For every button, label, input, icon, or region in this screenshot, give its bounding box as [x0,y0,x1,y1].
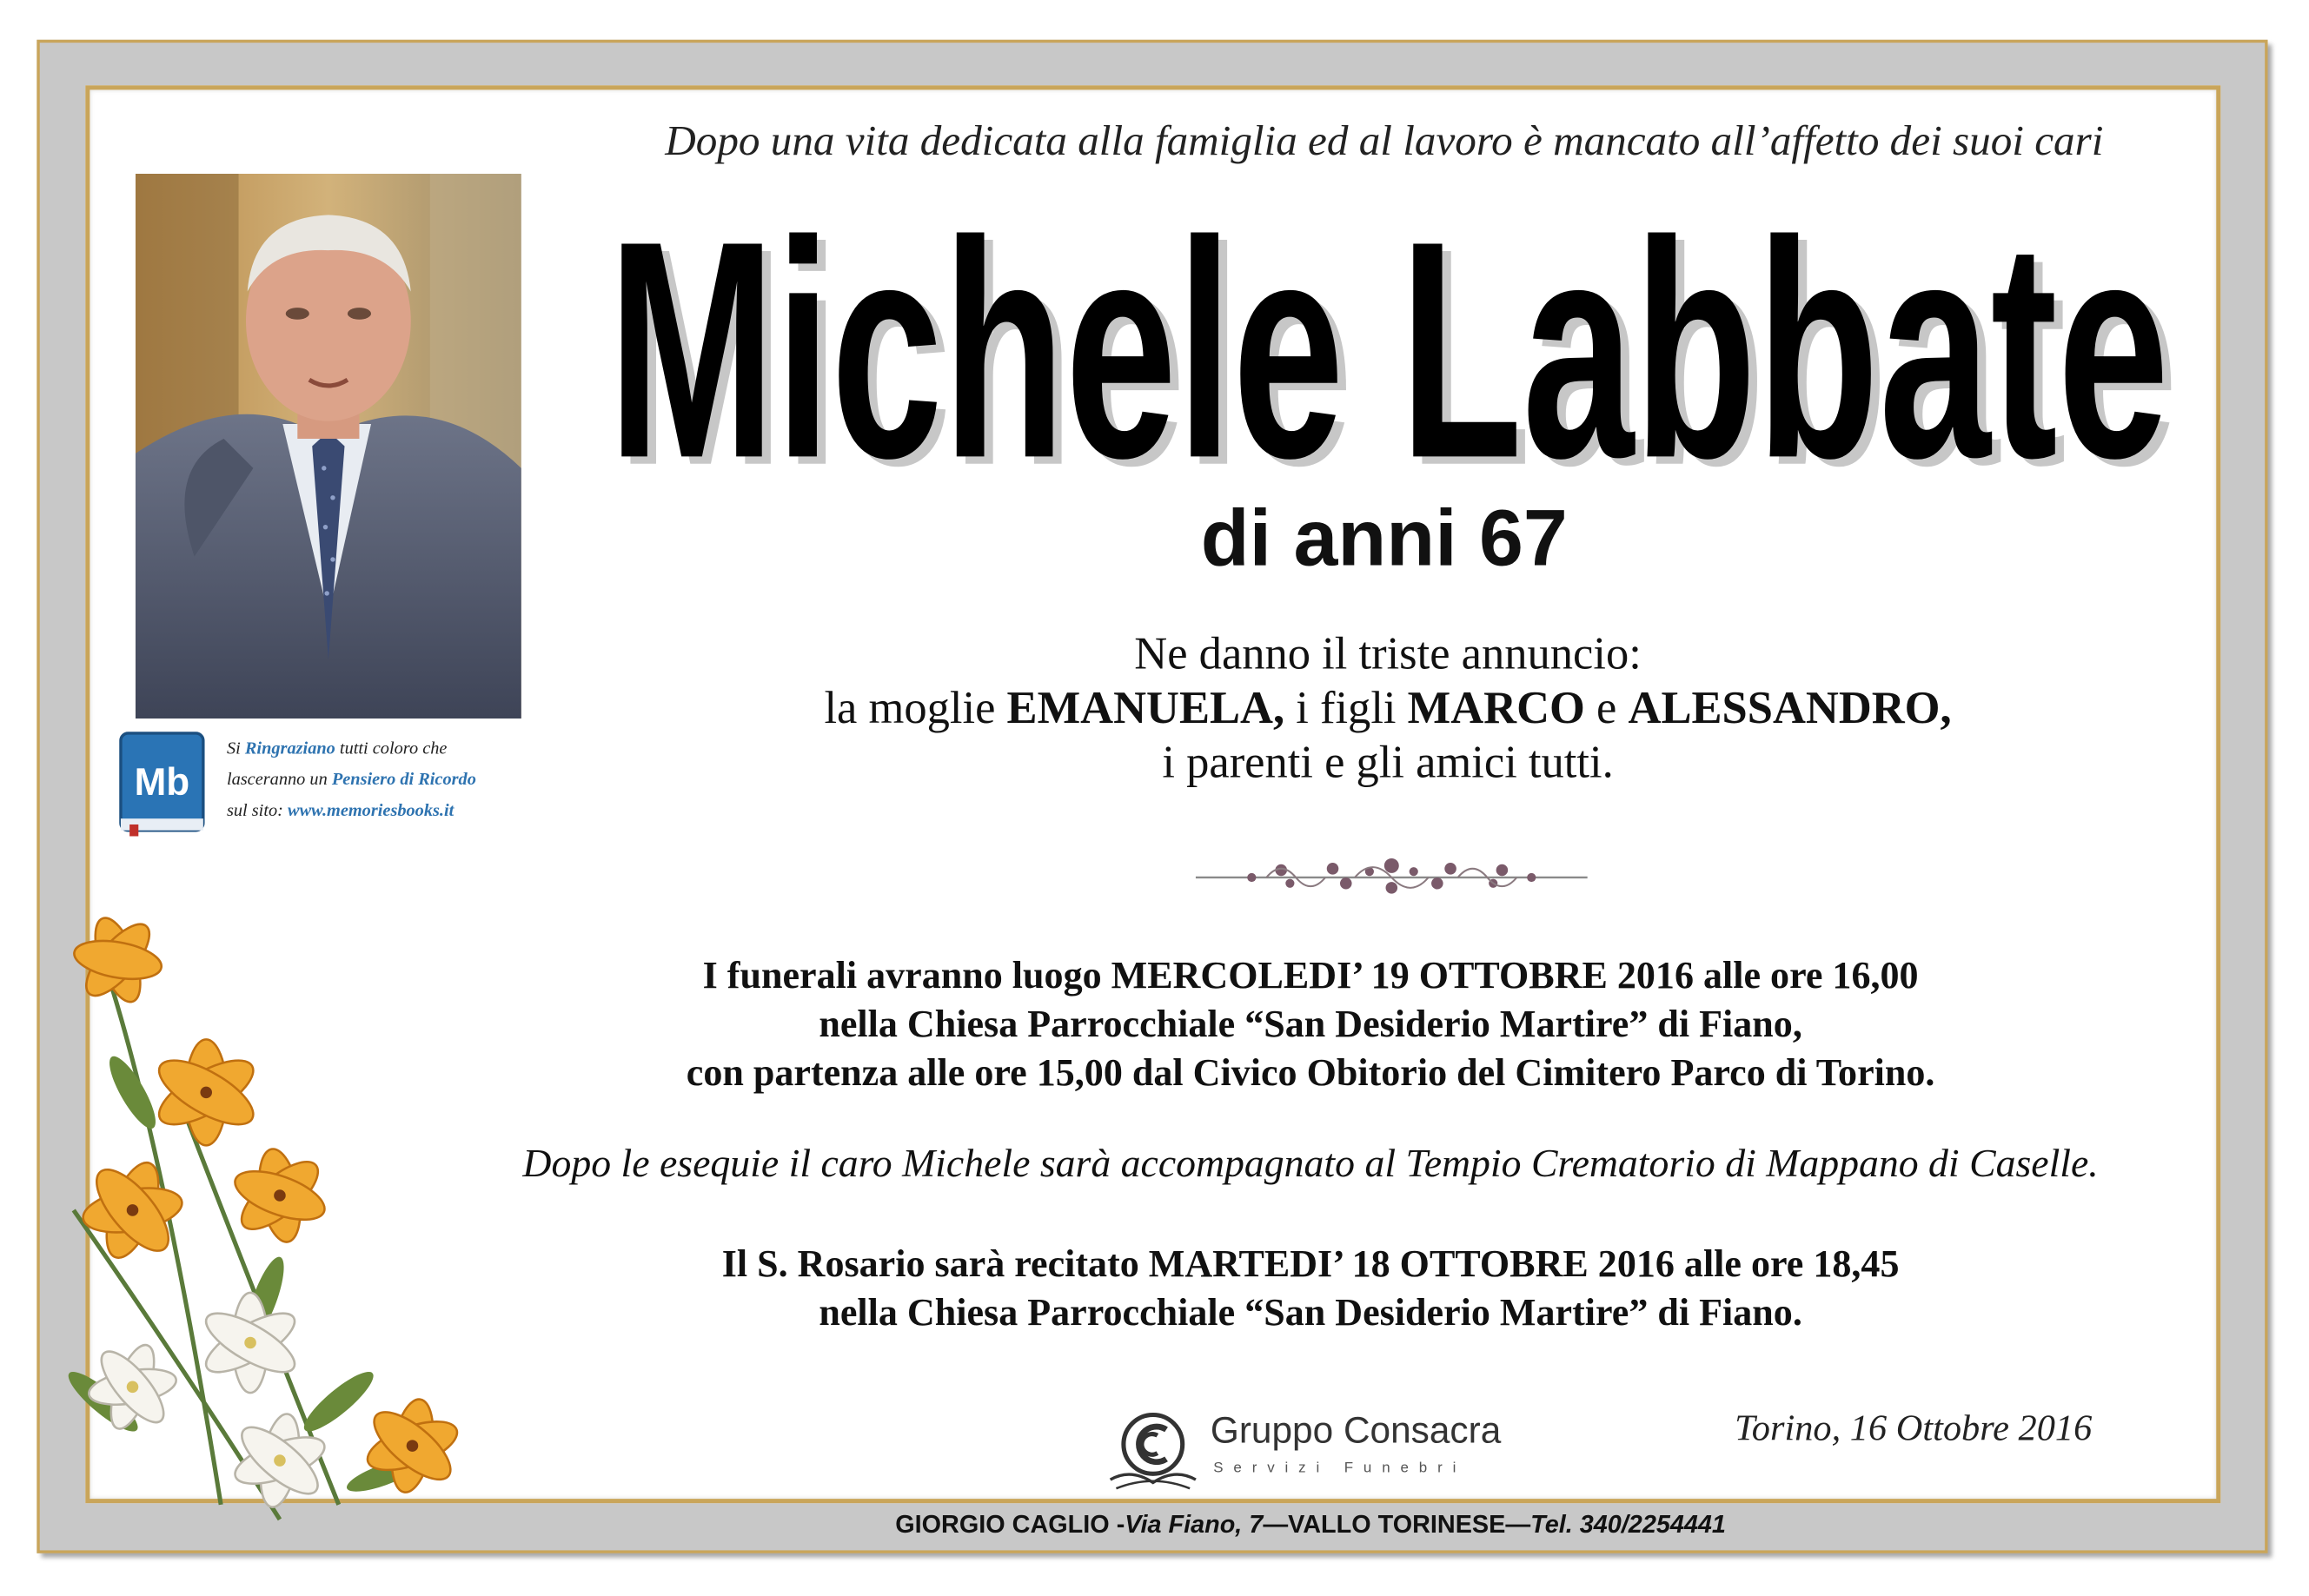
place-date: Torino, 16 Ottobre 2016 [1735,1408,2093,1449]
mb-highlight: Pensiero di Ricordo [331,768,476,790]
deceased-age: di anni 67 [1200,494,1568,584]
wife-name: EMANUELA, [1006,681,1285,733]
mb-text: tutti coloro che [335,737,448,758]
rosary-line-1: Il S. Rosario sarà recitato MARTEDI’ 18 OTTOBRE 2016 alle ore 18,45 [721,1242,1900,1286]
funeral-line-3: con partenza alle ore 15,00 dal Civico Obitorio del Cimitero Parco di Torino. [686,1050,1935,1095]
announcement-text: e [1584,681,1629,733]
mb-line-3 [227,795,566,826]
announcement-text: i figli [1284,681,1408,733]
funeral-info [441,951,2180,1097]
rosary-info [441,1240,2180,1337]
deceased-name-heading [581,180,2201,489]
footer-phone: Tel. 340/2254441 [1530,1510,1726,1539]
mb-book-icon [118,731,209,837]
consacra-logo-tagline: Servizi Funebri [1213,1460,1467,1477]
rosary-line-2: nella Chiesa Parrocchiale “San Desiderio Martire” di Fiano. [819,1291,1802,1334]
portrait-photo [136,174,521,719]
funeral-line-2: nella Chiesa Parrocchiale “San Desiderio Martire” di Fiano, [819,1003,1802,1046]
ornament-divider [1193,851,1591,904]
announcement-line-1: Ne danno il triste annuncio: [1134,626,1642,679]
son-name: MARCO [1407,681,1585,733]
mb-icon-label: Mb [134,761,190,805]
intro-text: Dopo una vita dedicata alla famiglia ed al lavoro è mancato all’affetto dei suoi cari [665,117,2104,165]
after-service-text: Dopo le esequie il caro Michele sarà accompagnato al Tempio Crematorio di Mappano di Caselle. [522,1141,2099,1186]
mb-text: Si [226,737,245,758]
footer-funeral-home-contact [574,1511,2047,1540]
mb-text: sul sito: [226,799,289,820]
mb-line-2 [227,764,566,795]
funeral-line-1: I funerali avranno luogo MERCOLEDI’ 19 OTTOBRE 2016 alle ore 16,00 [702,954,1919,997]
announcement-line-3: i parenti e gli amici tutti. [1162,736,1614,788]
consacra-logo-name: Gruppo Consacra [1210,1410,1502,1452]
flower-bouquet [44,916,486,1534]
memoriesbooks-link[interactable]: www.memoriesbooks.it [288,799,455,820]
footer-address: Via Fiano, 7 [1125,1510,1264,1539]
announcement-text: la moglie [824,681,1007,733]
deceased-name-shadow: Michele Labbate [616,184,2179,489]
deceased-name: Michele Labbate [607,179,2169,489]
footer-town: —VALLO TORINESE— [1263,1510,1531,1539]
consacra-logo-mark [1101,1406,1204,1497]
mb-text: lasceranno un [226,768,332,790]
mb-highlight: Ringraziano [244,737,335,758]
announcement [589,626,2187,789]
memoriesbooks-note [227,733,566,826]
footer-name: GIORGIO CAGLIO - [895,1510,1125,1539]
son-name: ALESSANDRO, [1628,681,1952,733]
mb-line-1 [227,733,566,765]
announcement-line-2 [589,680,2187,735]
